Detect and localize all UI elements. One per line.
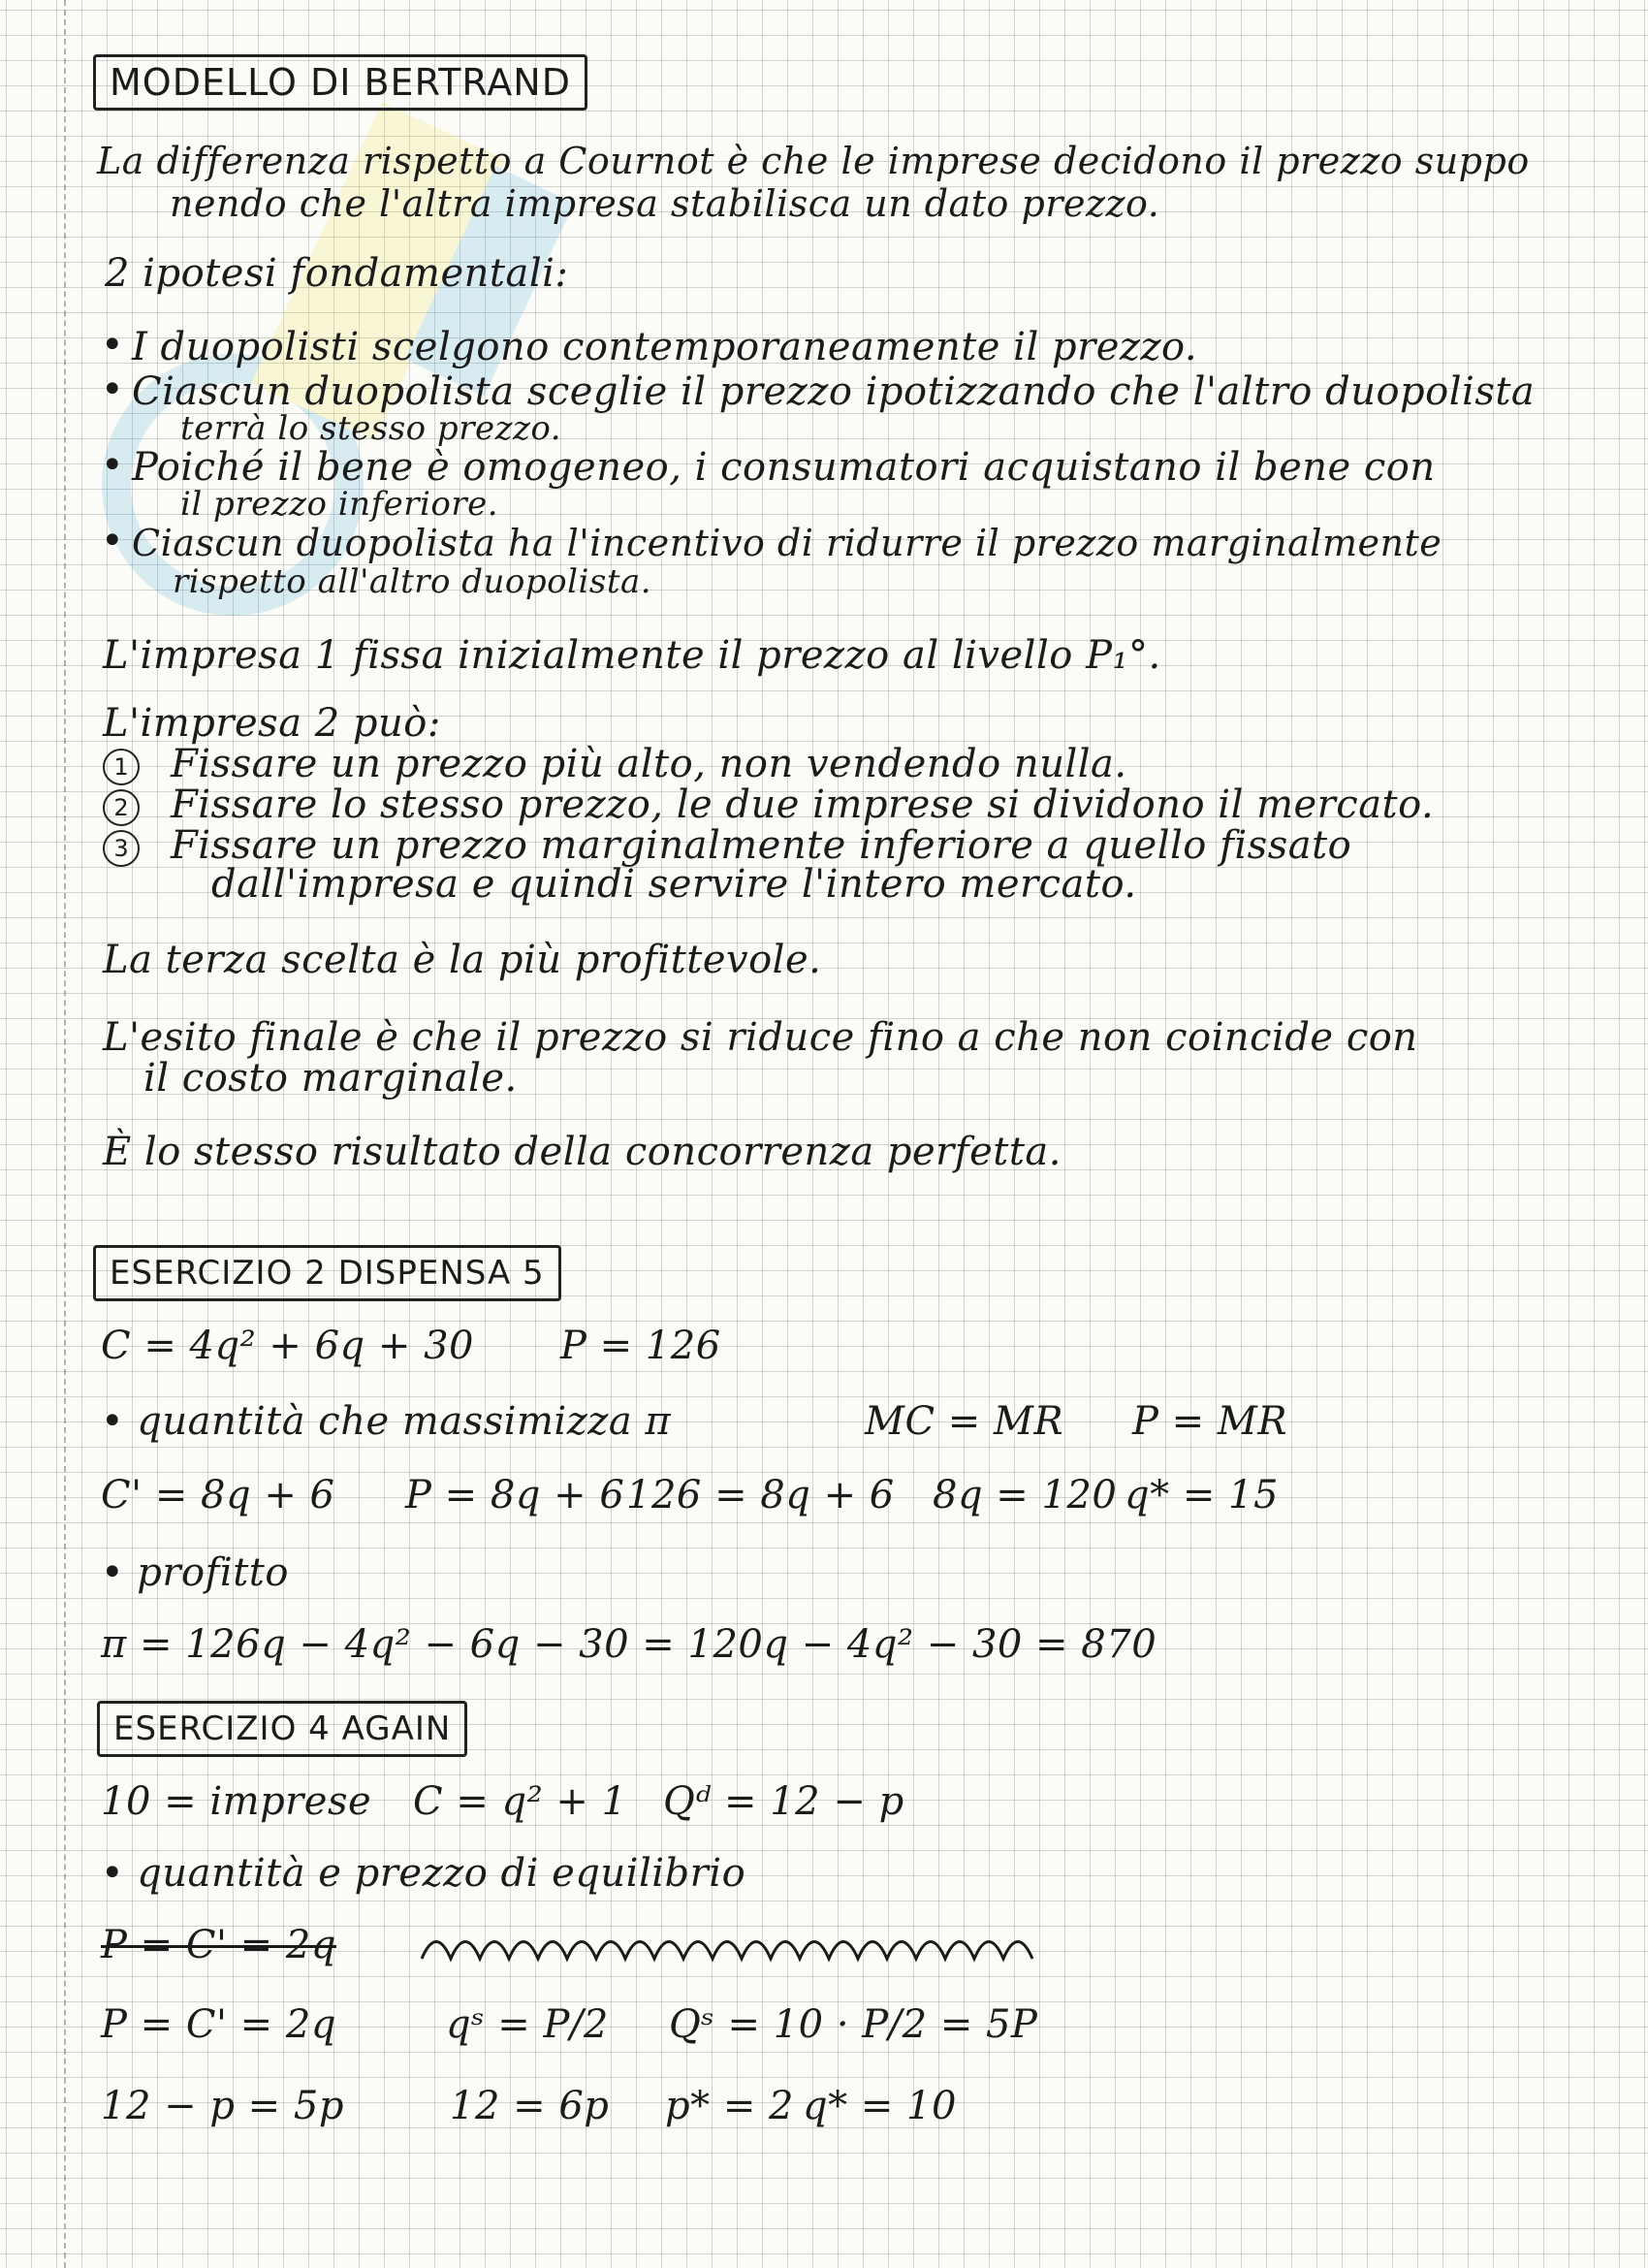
option-number-3: 3 [103,830,140,867]
third-choice: La terza scelta è la più profittevole. [103,938,822,982]
outcome-line-2: il costo marginale. [143,1056,518,1101]
ex2-eq-2: P = 8q + 6 [405,1473,625,1517]
firm2-title: L'impresa 2 può: [103,701,441,746]
bullet-dot: • [101,519,124,563]
ex2-mc-mr: MC = MR [865,1399,1064,1444]
hypothesis-2-line-2: terrà lo stesso prezzo. [180,409,562,448]
ex2-profit-equation: π = 126q − 4q² − 6q − 30 = 120q − 4q² − 30 = 870 [101,1622,1157,1667]
bullet-dot: • [101,323,124,367]
hypothesis-3-line-1: Poiché il bene è omogeneo, i consumatori acquistano il bene con [132,445,1436,490]
option-number-2: 2 [103,789,140,826]
ex4-firms: 10 = imprese [101,1779,372,1824]
bullet-dot: • [101,367,124,412]
ex2-eq-3: 126 = 8q + 6 [626,1473,895,1517]
option-number-1: 1 [103,749,140,785]
ex2-profit-label: • profitto [101,1550,289,1595]
ex2-quantity-label: • quantità che massimizza π [101,1399,672,1444]
ex2-eq-4: 8q = 120 [933,1473,1118,1517]
option-3-line-2: dall'impresa e quindi servire l'intero mercato. [211,862,1137,907]
scribbled-out-equation [417,1920,1047,1978]
outcome-line-1: L'esito finale è che il prezzo si riduce fino a che non coincide con [103,1015,1418,1060]
ex4-eq-a: P = C' = 2q [101,2002,336,2047]
firm1-price: L'impresa 1 fissa inizialmente il prezzo al livello P₁°. [103,633,1161,678]
hypothesis-2-line-1: Ciascun duopolista sceglie il prezzo ipotizzando che l'altro duopolista [132,369,1536,414]
option-1: Fissare un prezzo più alto, non vendendo nulla. [171,742,1127,786]
ex4-equilibrium-label: • quantità e prezzo di equilibrio [101,1851,746,1896]
hypothesis-4-line-1: Ciascun duopolista ha l'incentivo di ridurre il prezzo marginalmente [132,522,1442,564]
hypothesis-3-line-2: il prezzo inferiore. [180,485,499,524]
option-2: Fissare lo stesso prezzo, le due imprese si dividono il mercato. [171,783,1435,827]
intro-line-2: nendo che l'altra impresa stabilisca un dato prezzo. [170,182,1160,225]
ex4-demand: Qᵈ = 12 − p [663,1779,904,1824]
notebook-margin-line [64,0,69,2268]
ex4-eq-f: p* = 2 [665,2084,794,2128]
ex4-eq-e: 12 = 6p [450,2084,610,2128]
ex4-cost: C = q² + 1 [413,1779,627,1824]
intro-line-1: La differenza rispetto a Cournot è che le imprese decidono il prezzo suppo [97,140,1530,182]
hypotheses-title: 2 ipotesi fondamentali: [105,251,569,296]
ex4-eq-c: Qˢ = 10 · P/2 = 5P [669,2002,1038,2047]
section-title-exercise-4: ESERCIZIO 4 AGAIN [97,1701,467,1757]
bullet-dot: • [101,443,124,488]
hypothesis-1: I duopolisti scelgono contemporaneamente il prezzo. [132,325,1198,369]
ex2-eq-1: C' = 8q + 6 [101,1473,335,1517]
section-title-exercise-2: ESERCIZIO 2 DISPENSA 5 [93,1245,561,1301]
option-3-line-1: Fissare un prezzo marginalmente inferiore a quello fissato [171,823,1352,868]
ex4-eq-d: 12 − p = 5p [101,2084,344,2128]
ex4-eq-b: qˢ = P/2 [446,2002,609,2047]
ex4-eq-g: q* = 10 [803,2084,957,2128]
ex2-price: P = 126 [560,1324,721,1368]
ex4-struck-equation: P = C' = 2q [101,1923,336,1967]
perfect-competition: È lo stesso risultato della concorrenza perfetta. [103,1130,1062,1174]
ex2-cost: C = 4q² + 6q + 30 [101,1324,474,1368]
ex2-eq-5: q* = 15 [1125,1473,1279,1517]
hypothesis-4-line-2: rispetto all'altro duopolista. [173,562,652,601]
section-title-bertrand: MODELLO DI BERTRAND [93,54,587,111]
ex2-p-mr: P = MR [1132,1399,1287,1444]
